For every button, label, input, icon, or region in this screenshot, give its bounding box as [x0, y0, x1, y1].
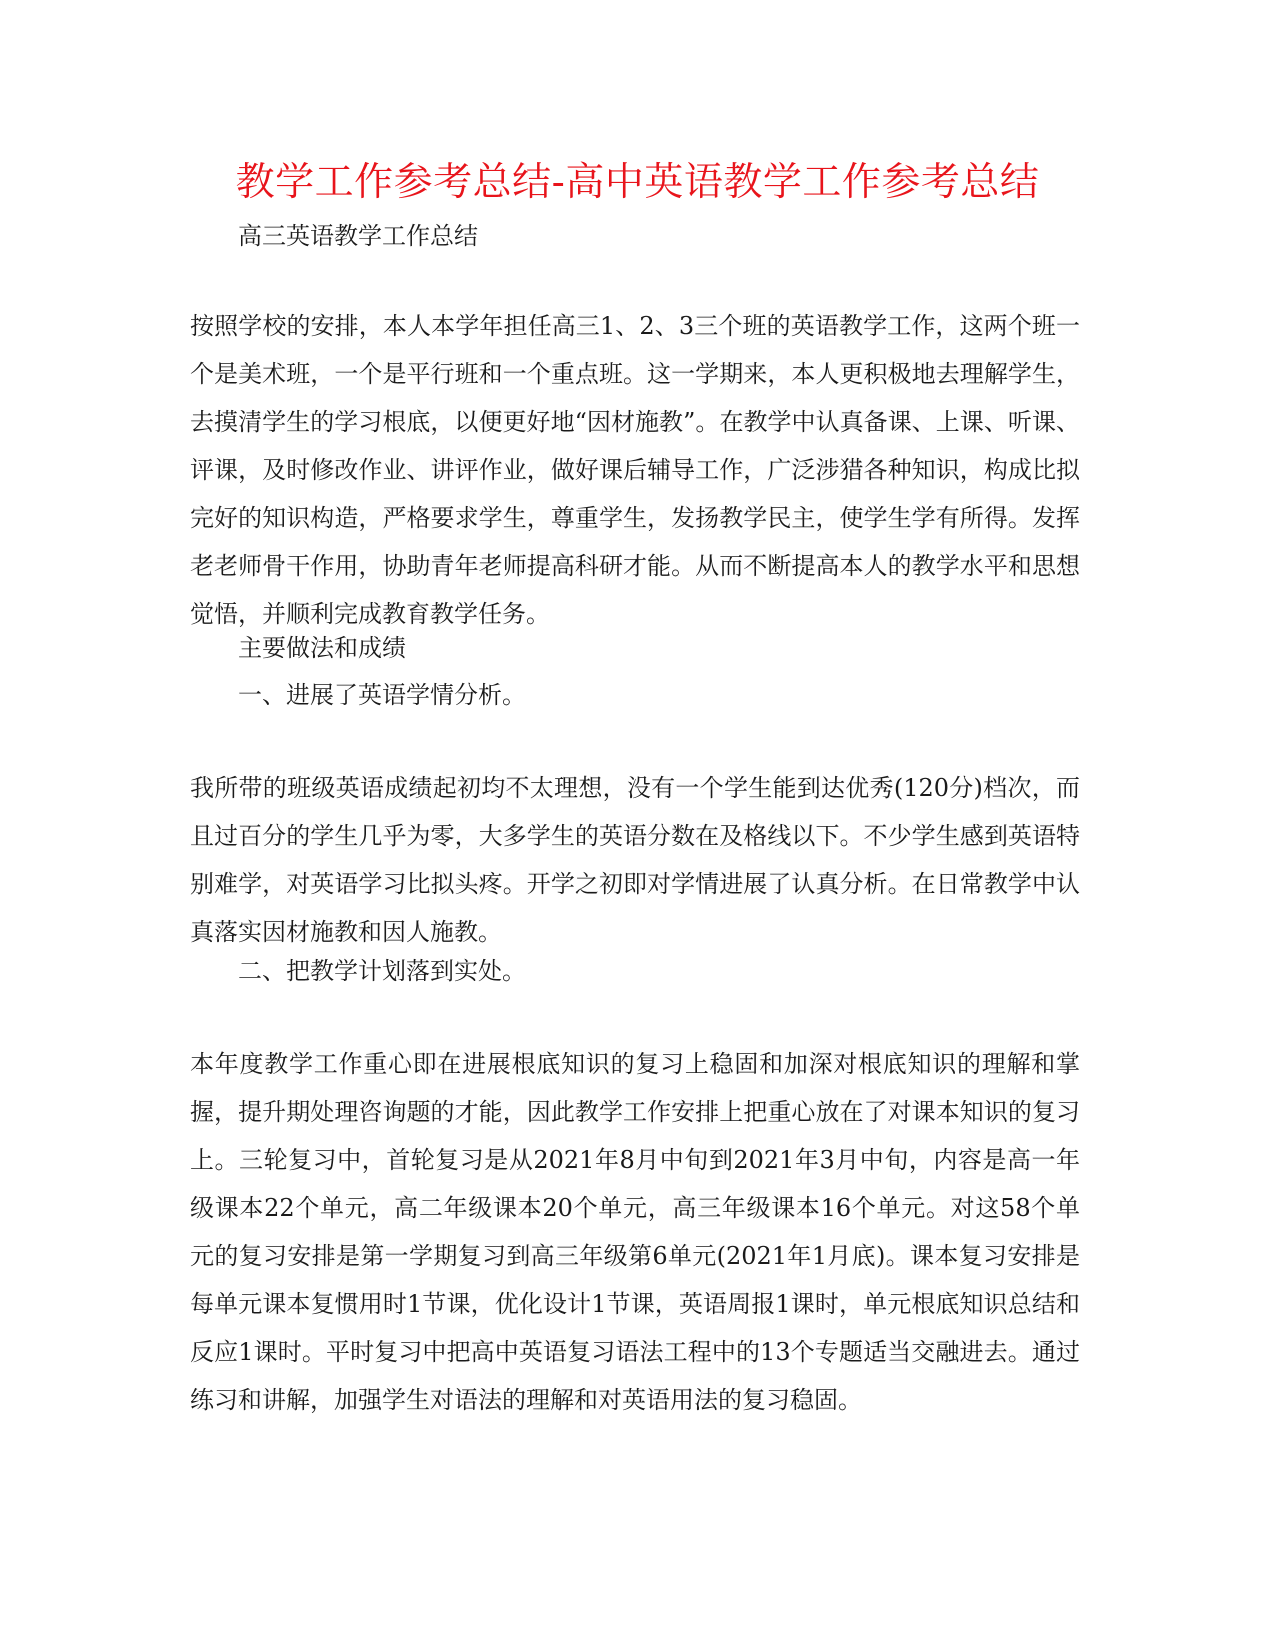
plan-paragraph: 本年度教学工作重心即在进展根底知识的复习上稳固和加深对根底知识的理解和掌握，提升期处理咨询题的才能，因此教学工作安排上把重心放在了对课本知识的复习上。三轮复习中，首轮复习是从2021年8月中旬到2021年3月中旬，内容是高一年级课本22个单元，高二年级课本20个单元，高三年级课本16个单元。对这58个单元的复习安排是第一学期复习到高三年级第6单元(2021年1月底)。课本复习安排是每单元课本复惯用时1节课，优化设计1节课，英语周报1课时，单元根底知识总结和反应1课时。平时复习中把高中英语复习语法工程中的13个专题适当交融进去。通过练习和讲解，加强学生对语法的理解和对英语用法的复习稳固。 [190, 1050, 1080, 1414]
document-title: 教学工作参考总结-高中英语教学工作参考总结 [235, 160, 1040, 205]
heading-plan: 二、把教学计划落到实处。 [238, 957, 526, 985]
analysis-paragraph: 我所带的班级英语成绩起初均不太理想，没有一个学生能到达优秀(120分)档次，而且过百分的学生几乎为零，大多学生的英语分数在及格线以下。不少学生感到英语特别难学，对英语学习比拟头疼。开学之初即对学情进展了认真分析。在日常教学中认真落实因材施教和因人施教。 [190, 774, 1080, 946]
document-subtitle: 高三英语教学工作总结 [238, 222, 478, 250]
intro-paragraph: 按照学校的安排，本人本学年担任高三1、2、3三个班的英语教学工作，这两个班一个是美术班，一个是平行班和一个重点班。这一学期来，本人更积极地去理解学生，去摸清学生的学习根底，以便更好地“因材施教”。在教学中认真备课、上课、听课、评课，及时修改作业、讲评作业，做好课后辅导工作，广泛涉猎各种知识，构成比拟完好的知识构造，严格要求学生，尊重学生，发扬教学民主，使学生学有所得。发挥老老师骨干作用，协助青年老师提高科研才能。从而不断提高本人的教学水平和思想觉悟，并顺利完成教育教学任务。 [190, 312, 1080, 628]
heading-analysis: 一、进展了英语学情分析。 [238, 681, 526, 709]
section-heading: 主要做法和成绩 [238, 634, 406, 662]
